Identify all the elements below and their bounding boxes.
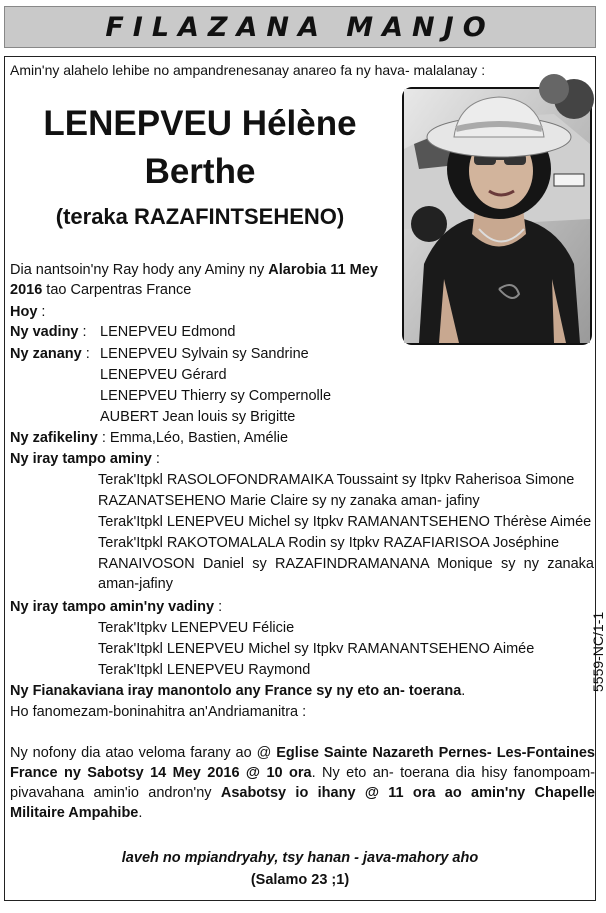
verse-reference: (Salamo 23 ;1) [250, 872, 350, 888]
notice-header [4, 6, 596, 48]
deceased-name-line1: LENEPVEU Hélène [43, 104, 357, 143]
closing-verse: laveh no mpiandryahy, tsy hanan - java-mahory aho [121, 850, 479, 866]
spouse-label: Ny vadiny : [10, 324, 87, 340]
hoy-line: Hoy : [10, 304, 46, 320]
children-item: LENEPVEU Sylvain sy Sandrine [100, 346, 309, 362]
children-item: AUBERT Jean louis sy Brigitte [100, 409, 296, 425]
portrait-image [404, 89, 590, 343]
funeral-details: Ny nofony dia atao veloma farany ao @ Eglise Sainte Nazareth Pernes- Les-Fontaines France ny Sabotsy 14 Mey 2016 @ 10 ora. Ny eto an- toerana dia hisy fanompoam-pivavahana amin'io andron'ny Asabotsy io ihany @ 11 ora ao amin'ny Chapelle Militaire Ampahibe. [10, 745, 596, 821]
children-label: Ny zanany : [10, 346, 90, 362]
death-announcement-line2: 2016 tao Carpentras France [10, 282, 192, 298]
spouse-siblings-item: Terak'Itpkl LENEPVEU Michel sy Itpkv RAMANANTSEHENO Aimée [98, 641, 535, 657]
death-announcement-line1: Dia nantsoin'ny Ray hody any Aminy ny Alarobia 11 Mey [10, 262, 378, 278]
spouse-siblings-item: Terak'Itpkl LENEPVEU Raymond [98, 662, 311, 678]
grandchildren-line: Ny zafikeliny : Emma,Léo, Bastien, Amélie [10, 430, 289, 446]
notice-reference-code: 5559-NC/1-1 [590, 611, 606, 692]
family-line: Ny Fianakaviana iray manontolo any France sy ny eto an- toerana. [10, 683, 466, 699]
glory-line: Ho fanomezam-boninahitra an'Andriamanitra : [10, 704, 307, 720]
notice-title: FILAZANA MANJO [105, 11, 495, 43]
intro-text: Amin'ny alahelo lehibe no ampandrenesanay anareo fa ny hava- malalanay : [10, 62, 486, 78]
siblings-item: RAZANATSEHENO Marie Claire sy ny zanaka aman- jafiny [98, 493, 480, 509]
spouse-siblings-item: Terak'Itpkv LENEPVEU Félicie [98, 620, 295, 636]
siblings-item: Terak'Itpkl RASOLOFONDRAMAIKA Toussaint sy Itpkv Raherisoa Simone [98, 472, 575, 488]
deceased-name-line2: Berthe [144, 152, 256, 191]
siblings-item: RANAIVOSON Daniel sy RAZAFINDRAMANANA Monique sy ny zanaka aman-jafiny [98, 556, 594, 592]
spouse-name: LENEPVEU Edmond [100, 324, 236, 340]
siblings-item: Terak'Itpkl LENEPVEU Michel sy Itpkv RAMANANTSEHENO Thérèse Aimée [98, 514, 592, 530]
siblings-item: Terak'Itpkl RAKOTOMALALA Rodin sy Itpkv RAZAFIARISOA Joséphine [98, 535, 560, 551]
deceased-maiden-name: (teraka RAZAFINTSEHENO) [55, 204, 345, 229]
siblings-label: Ny iray tampo aminy : [10, 451, 160, 467]
children-item: LENEPVEU Gérard [100, 367, 227, 383]
children-item: LENEPVEU Thierry sy Compernolle [100, 388, 332, 404]
spouse-siblings-label: Ny iray tampo amin'ny vadiny : [10, 599, 223, 615]
deceased-photo [402, 87, 592, 345]
